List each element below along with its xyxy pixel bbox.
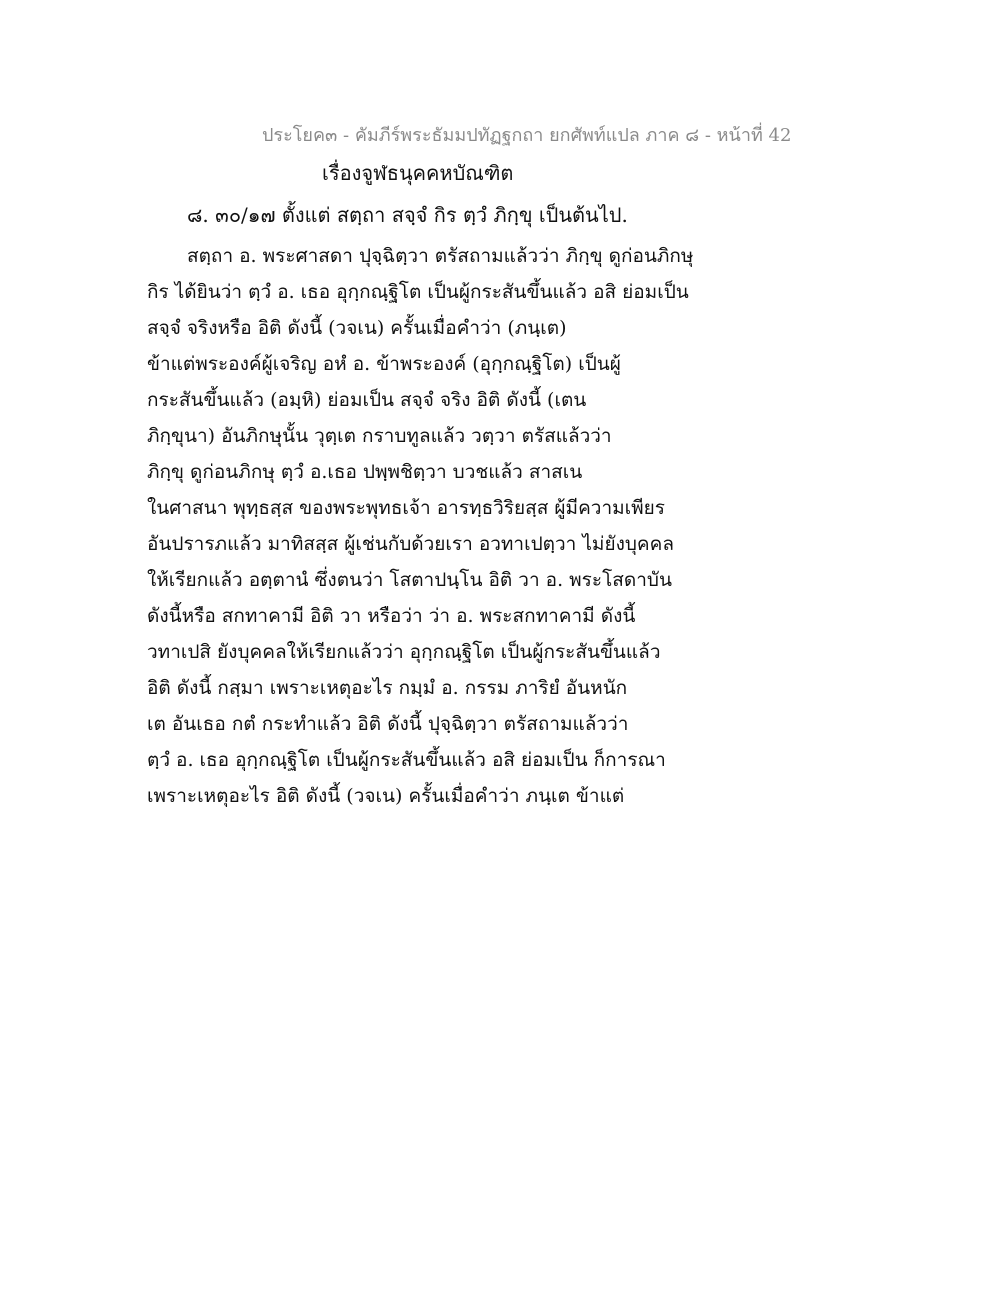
text-line: กิร ได้ยินว่า ตฺวํ อ. เธอ อุกฺกณฺฐิโต เป็นผู้กระสันขึ้นแล้ว อสิ ย่อมเป็น — [147, 281, 689, 303]
text-line: ให้เรียกแล้ว อตฺตานํ ซึ่งตนว่า โสตาปนฺโน อิติ วา อ. พระโสดาบัน — [147, 569, 672, 591]
running-header: ประโยค๓ - คัมภีร์พระธัมมปทัฏฐกถา ยกศัพท์แปล ภาค ๘ - หน้าที่ 42 — [262, 125, 792, 146]
reference-line: ๘. ๓๐/๑๗ ตั้งแต่ สตฺถา สจฺจํ กิร ตฺวํ ภิกฺขุ เป็นต้นไป. — [187, 203, 628, 227]
story-title: เรื่องจูฬธนุคคหบัณฑิต — [322, 161, 514, 185]
text-line: ในศาสนา พุทฺธสฺส ของพระพุทธเจ้า อารทฺธวิริยสฺส ผู้มีความเพียร — [147, 497, 665, 519]
text-line: ภิกฺขุนา) อันภิกษุนั้น วุตฺเต กราบทูลแล้ว วตฺวา ตรัสแล้วว่า — [147, 425, 612, 447]
text-line: เพราะเหตุอะไร อิติ ดังนี้ (วจเน) ครั้นเมื่อคำว่า ภนฺเต ข้าแต่ — [147, 785, 625, 807]
text-line: ดังนี้หรือ สกทาคามี อิติ วา หรือว่า ว่า อ. พระสกทาคามี ดังนี้ — [147, 605, 636, 627]
text-line: เต อันเธอ กตํ กระทำแล้ว อิติ ดังนี้ ปุจฺฉิตฺวา ตรัสถามแล้วว่า — [147, 713, 629, 735]
text-line: ข้าแต่พระองค์ผู้เจริญ อหํ อ. ข้าพระองค์ (อุกฺกณฺฐิโต) เป็นผู้ — [147, 353, 621, 375]
text-line: กระสันขึ้นแล้ว (อมฺหิ) ย่อมเป็น สจฺจํ จริง อิติ ดังนี้ (เตน — [147, 389, 587, 411]
text-line: อิติ ดังนี้ กสฺมา เพราะเหตุอะไร กมฺมํ อ. กรรม ภาริยํ อันหนัก — [147, 677, 628, 699]
body-text — [147, 238, 707, 814]
text-line: วทาเปสิ ยังบุคคลให้เรียกแล้วว่า อุกฺกณฺฐิโต เป็นผู้กระสันขึ้นแล้ว — [147, 641, 661, 663]
text-line: ภิกฺขุ ดูก่อนภิกษุ ตฺวํ อ.เธอ ปพฺพชิตฺวา บวชแล้ว สาสเน — [147, 461, 583, 483]
text-line: สจฺจํ จริงหรือ อิติ ดังนี้ (วจเน) ครั้นเมื่อคำว่า (ภนฺเต) — [147, 317, 567, 339]
text-line: อันปรารภแล้ว มาทิสสฺส ผู้เช่นกับด้วยเรา อวทาเปตฺวา ไม่ยังบุคคล — [147, 533, 674, 555]
text-line: สตฺถา อ. พระศาสดา ปุจฺฉิตฺวา ตรัสถามแล้วว่า ภิกฺขุ ดูก่อนภิกษุ — [187, 245, 694, 267]
text-line: ตฺวํ อ. เธอ อุกฺกณฺฐิโต เป็นผู้กระสันขึ้นแล้ว อสิ ย่อมเป็น ก็การณา — [147, 749, 666, 771]
